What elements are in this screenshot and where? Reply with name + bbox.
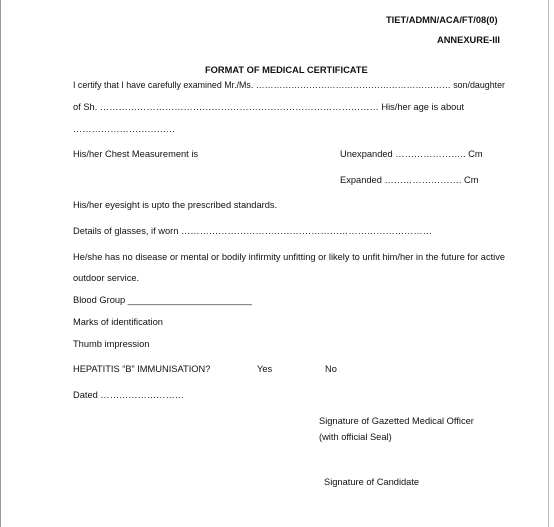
marks-of-identification: Marks of identification bbox=[73, 317, 163, 327]
blood-group-field: Blood Group ________________________ bbox=[73, 295, 252, 305]
candidate-signature-line: Signature of Candidate bbox=[324, 477, 420, 487]
document-ref-code: TIET/ADMN/ACA/FT/08(0) bbox=[386, 15, 498, 25]
age-blank: …………………………… bbox=[73, 124, 176, 134]
thumb-impression: Thumb impression bbox=[73, 339, 150, 349]
dated-field: Dated ……………………… bbox=[73, 390, 185, 400]
annexure-label: ANNEXURE-III bbox=[437, 35, 501, 45]
disease-line-1: He/she has no disease or mental or bodily infirmity unfitting or likely to unfit him/her in the future for active bbox=[73, 252, 505, 262]
page-left-edge bbox=[0, 0, 1, 527]
father-name-line: of Sh. ……………………………………………………………………………… His/her age is about bbox=[73, 102, 465, 112]
eyesight-line: His/her eyesight is upto the prescribed standards. bbox=[73, 200, 278, 210]
chest-unexpanded: Unexpanded ………………….. Cm bbox=[340, 149, 483, 159]
officer-signature-line: Signature of Gazetted Medical Officer bbox=[319, 416, 474, 426]
chest-measurement-label: His/her Chest Measurement is bbox=[73, 149, 199, 159]
chest-expanded: Expanded ……………………. Cm bbox=[340, 175, 479, 185]
glasses-line: Details of glasses, if worn ……………………………………………………………………… bbox=[73, 226, 433, 236]
hepatitis-yes: Yes bbox=[257, 364, 273, 374]
certificate-title: FORMAT OF MEDICAL CERTIFICATE bbox=[205, 65, 368, 75]
certify-line: I certify that I have carefully examined Mr./Ms. ………………………………………………………… son/daughter bbox=[73, 80, 505, 90]
hepatitis-no: No bbox=[325, 364, 337, 374]
hepatitis-label: HEPATITIS “B” IMMUNISATION? bbox=[73, 364, 211, 374]
disease-line-2: outdoor service. bbox=[73, 273, 140, 283]
official-seal-note: (with official Seal) bbox=[319, 432, 392, 442]
page-right-edge bbox=[548, 0, 549, 527]
